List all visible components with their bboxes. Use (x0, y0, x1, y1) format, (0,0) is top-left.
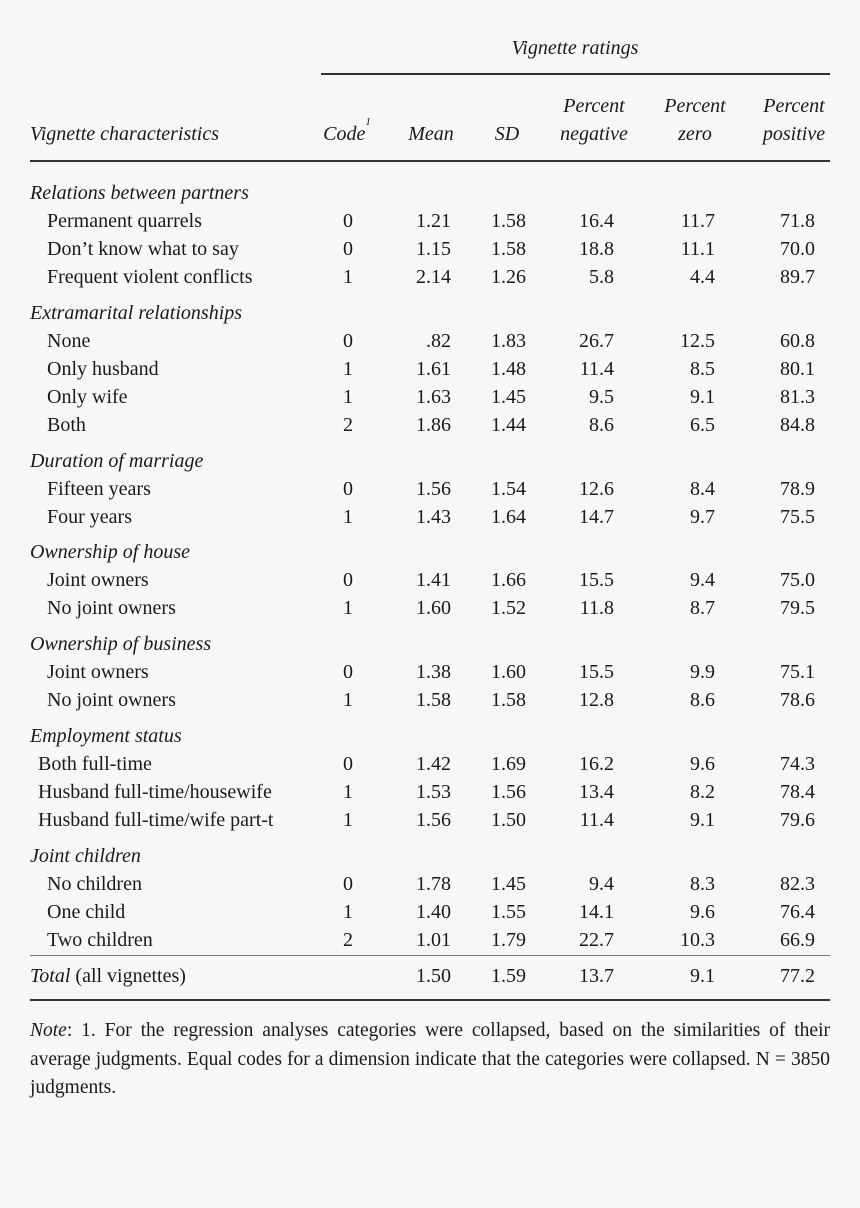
cell-sd: 1.69 (491, 753, 526, 775)
cell-mean: 1.01 (416, 929, 451, 951)
cell-code: 0 (343, 210, 353, 232)
cell-sd: 1.79 (491, 929, 526, 951)
row-label: No joint owners (47, 597, 176, 619)
cell-percent-negative: 5.8 (589, 266, 614, 288)
cell-percent-positive: 71.8 (780, 210, 815, 232)
cell-percent-negative: 11.4 (579, 358, 614, 380)
cell-mean: 1.53 (416, 781, 451, 803)
row-label: Husband full-time/wife part-t (38, 809, 274, 831)
row-label: Husband full-time/housewife (38, 781, 272, 803)
cell-code: 0 (343, 478, 353, 500)
table-note (30, 1017, 830, 1103)
cell-percent-zero: 9.4 (690, 569, 715, 591)
cell-percent-positive: 78.6 (780, 689, 815, 711)
cell-percent-zero: 12.5 (680, 330, 715, 352)
cell-sd: 1.58 (491, 238, 526, 260)
cell-sd: 1.58 (491, 689, 526, 711)
total-label: Total (all vignettes) (30, 965, 186, 987)
row-label: Both full-time (38, 753, 152, 775)
cell-percent-positive: 80.1 (780, 358, 815, 380)
row-label: Only wife (47, 386, 128, 408)
cell-percent-positive: 74.3 (780, 753, 815, 775)
section-title: Ownership of business (30, 633, 212, 655)
cell-mean: 1.42 (416, 753, 451, 775)
cell-code: 0 (343, 873, 353, 895)
cell-percent-zero: 8.3 (690, 873, 715, 895)
cell-percent-zero: 4.4 (690, 266, 715, 288)
row-label: No children (47, 873, 142, 895)
header-code: Code$^1$ (323, 116, 371, 145)
row-label: One child (47, 901, 126, 923)
cell-percent-positive: 78.4 (780, 781, 815, 803)
row-label: Frequent violent conflicts (47, 266, 253, 288)
header-row-label: Vignette characteristics (30, 123, 220, 145)
cell-percent-positive: 89.7 (780, 266, 815, 288)
row-label: Four years (47, 506, 132, 528)
cell-percent-negative: 26.7 (579, 330, 614, 352)
cell-percent-zero: 9.9 (690, 661, 715, 683)
cell-mean: 1.43 (416, 506, 451, 528)
cell-sd: 1.52 (491, 597, 526, 619)
cell-mean: 1.56 (416, 809, 451, 831)
cell-mean: 1.41 (416, 569, 451, 591)
cell-percent-negative: 15.5 (579, 569, 614, 591)
cell-code: 0 (343, 330, 353, 352)
cell-percent-positive: 82.3 (780, 873, 815, 895)
cell-mean: 1.86 (416, 414, 451, 436)
cell-percent-negative: 15.5 (579, 661, 614, 683)
cell-code: 1 (343, 781, 353, 803)
cell-percent-negative: 13.4 (579, 781, 614, 803)
cell-code: 0 (343, 569, 353, 591)
cell-code: 1 (343, 597, 353, 619)
cell-code: 1 (343, 358, 353, 380)
cell-sd: 1.48 (491, 358, 526, 380)
cell-sd: 1.56 (491, 781, 526, 803)
cell-code: 1 (343, 386, 353, 408)
section-title: Joint children (30, 845, 141, 867)
cell-percent-zero: 6.5 (690, 414, 715, 436)
row-label: Permanent quarrels (47, 210, 202, 232)
cell-percent-positive: 75.0 (780, 569, 815, 591)
cell-percent-zero: 8.6 (690, 689, 715, 711)
cell-percent-positive: 66.9 (780, 929, 815, 951)
cell-percent-zero: 9.6 (690, 753, 715, 775)
row-label: Both (47, 414, 86, 436)
cell-code: 0 (343, 238, 353, 260)
total-sd: 1.59 (491, 965, 526, 987)
total-top-rule (30, 955, 830, 956)
cell-percent-positive: 60.8 (780, 330, 815, 352)
cell-percent-negative: 11.4 (579, 809, 614, 831)
header-group-title: Vignette ratings (511, 37, 639, 59)
cell-code: 1 (343, 689, 353, 711)
cell-sd: 1.60 (491, 661, 526, 683)
cell-percent-zero: 8.7 (690, 597, 715, 619)
header-sd: SD (494, 123, 520, 145)
header-group-rule (321, 73, 830, 75)
cell-sd: 1.54 (491, 478, 526, 500)
cell-percent-negative: 9.5 (589, 386, 614, 408)
section-title: Extramarital relationships (30, 302, 243, 324)
cell-percent-zero: 8.4 (690, 478, 715, 500)
cell-mean: 1.56 (416, 478, 451, 500)
row-label: Two children (47, 929, 153, 951)
total-percent-positive: 77.2 (780, 965, 815, 987)
cell-sd: 1.44 (491, 414, 526, 436)
cell-percent-negative: 14.7 (579, 506, 614, 528)
cell-percent-positive: 79.5 (780, 597, 815, 619)
cell-mean: 1.58 (416, 689, 451, 711)
cell-percent-positive: 79.6 (780, 809, 815, 831)
row-label: Joint owners (47, 569, 149, 591)
row-label: Fifteen years (47, 478, 151, 500)
cell-mean: 1.63 (416, 386, 451, 408)
cell-sd: 1.58 (491, 210, 526, 232)
cell-percent-positive: 84.8 (780, 414, 815, 436)
cell-percent-negative: 12.8 (579, 689, 614, 711)
header-bottom-rule (30, 160, 830, 162)
table-bottom-rule (30, 999, 830, 1001)
header-percent-zero-line1: Percent (664, 95, 726, 117)
cell-mean: 2.14 (416, 266, 451, 288)
total-percent-negative: 13.7 (579, 965, 614, 987)
row-label: No joint owners (47, 689, 176, 711)
cell-mean: 1.60 (416, 597, 451, 619)
header-percent-negative-line2: negative (560, 123, 628, 145)
header-percent-negative-line1: Percent (563, 95, 625, 117)
cell-sd: 1.26 (491, 266, 526, 288)
total-percent-zero: 9.1 (690, 965, 715, 987)
cell-mean: 1.38 (416, 661, 451, 683)
cell-percent-negative: 12.6 (579, 478, 614, 500)
cell-percent-zero: 10.3 (680, 929, 715, 951)
cell-code: 0 (343, 753, 353, 775)
cell-sd: 1.55 (491, 901, 526, 923)
section-title: Relations between partners (30, 182, 249, 204)
cell-percent-zero: 8.5 (690, 358, 715, 380)
cell-percent-positive: 78.9 (780, 478, 815, 500)
row-label: None (47, 330, 91, 352)
section-title: Employment status (30, 725, 182, 747)
cell-mean: 1.40 (416, 901, 451, 923)
row-label: Don’t know what to say (47, 238, 239, 260)
cell-percent-zero: 9.6 (690, 901, 715, 923)
cell-code: 1 (343, 809, 353, 831)
cell-percent-positive: 75.1 (780, 661, 815, 683)
cell-sd: 1.83 (491, 330, 526, 352)
cell-percent-negative: 9.4 (589, 873, 614, 895)
cell-code: 1 (343, 506, 353, 528)
cell-code: 2 (343, 414, 353, 436)
cell-sd: 1.64 (491, 506, 526, 528)
cell-mean: 1.78 (416, 873, 451, 895)
section-title: Duration of marriage (30, 450, 204, 472)
cell-percent-negative: 16.2 (579, 753, 614, 775)
cell-sd: 1.66 (491, 569, 526, 591)
cell-percent-negative: 11.8 (579, 597, 614, 619)
cell-code: 0 (343, 661, 353, 683)
cell-percent-positive: 75.5 (780, 506, 815, 528)
cell-mean: 1.21 (416, 210, 451, 232)
cell-percent-zero: 11.1 (680, 238, 715, 260)
note-text: : 1. For the regression analyses categories were collapsed, based on the similarities of their average judgments. Equal codes for a dimension indicate that the categories were collapsed. N = 3850 judgments. (30, 1020, 830, 1098)
row-label: Only husband (47, 358, 159, 380)
cell-percent-negative: 8.6 (589, 414, 614, 436)
cell-percent-positive: 81.3 (780, 386, 815, 408)
cell-percent-zero: 11.7 (680, 210, 715, 232)
total-mean: 1.50 (416, 965, 451, 987)
cell-mean: 1.61 (416, 358, 451, 380)
cell-percent-zero: 9.1 (690, 386, 715, 408)
header-mean: Mean (408, 123, 454, 145)
cell-code: 1 (343, 266, 353, 288)
header-percent-zero-line2: zero (678, 123, 712, 145)
cell-sd: 1.50 (491, 809, 526, 831)
cell-percent-positive: 76.4 (780, 901, 815, 923)
header-percent-positive-line1: Percent (763, 95, 825, 117)
note-prefix: Note (30, 1020, 67, 1041)
row-label: Joint owners (47, 661, 149, 683)
cell-percent-negative: 18.8 (579, 238, 614, 260)
cell-percent-zero: 8.2 (690, 781, 715, 803)
section-title: Ownership of house (30, 541, 190, 563)
cell-mean: .82 (426, 330, 451, 352)
cell-percent-negative: 16.4 (579, 210, 614, 232)
cell-sd: 1.45 (491, 873, 526, 895)
cell-percent-positive: 70.0 (780, 238, 815, 260)
cell-sd: 1.45 (491, 386, 526, 408)
cell-percent-zero: 9.7 (690, 506, 715, 528)
cell-percent-negative: 14.1 (579, 901, 614, 923)
cell-code: 2 (343, 929, 353, 951)
cell-code: 1 (343, 901, 353, 923)
header-percent-positive-line2: positive (762, 123, 826, 145)
cell-mean: 1.15 (416, 238, 451, 260)
cell-percent-zero: 9.1 (690, 809, 715, 831)
cell-percent-negative: 22.7 (579, 929, 614, 951)
